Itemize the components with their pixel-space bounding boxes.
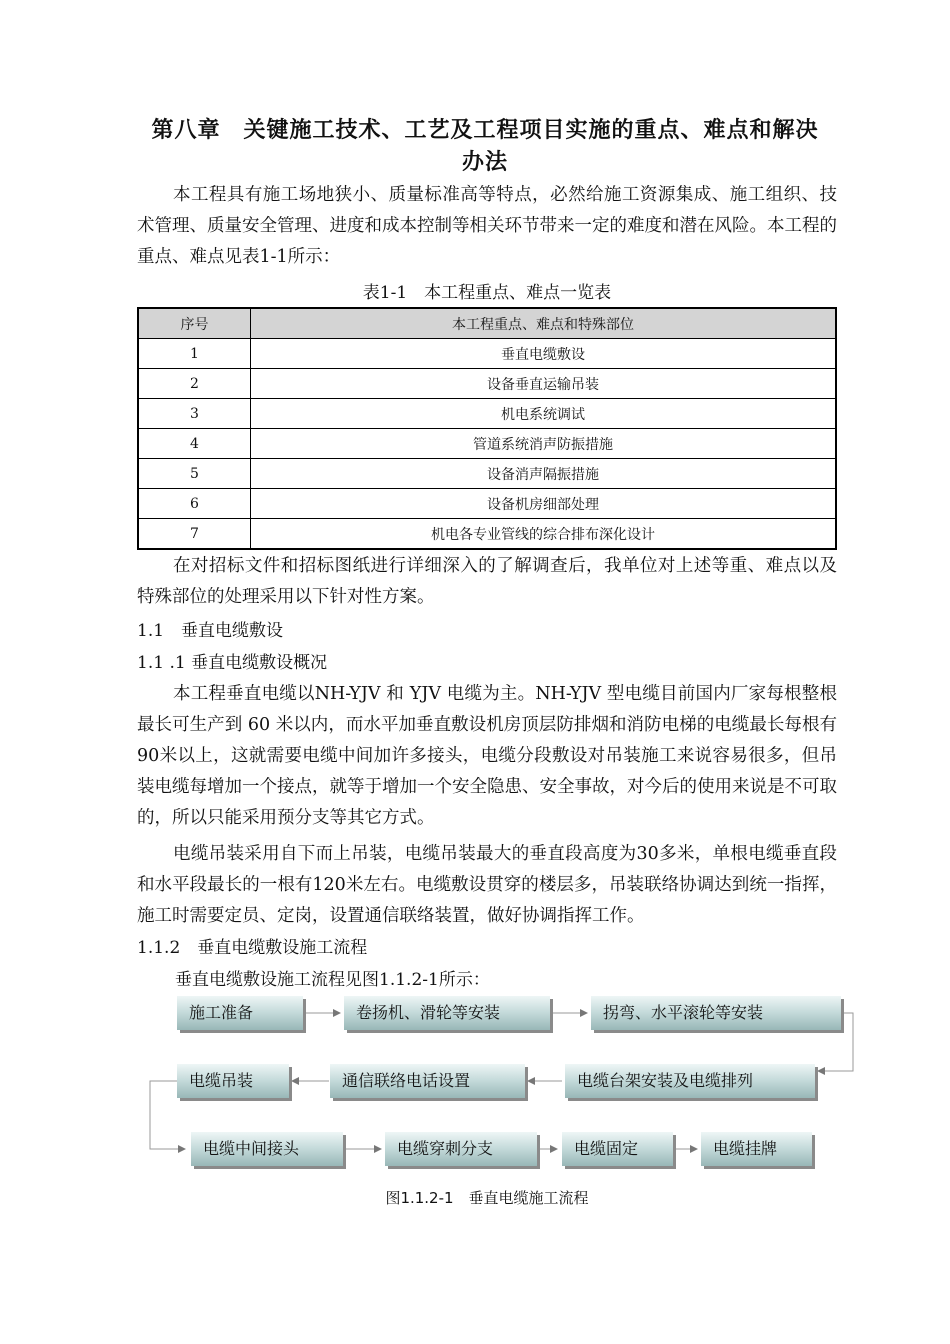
flow-intro-text: 垂直电缆敷设施工流程见图1.1.2-1所示： xyxy=(175,970,490,990)
cable-hoisting-paragraph: 电缆吊装采用自下而上吊装，电缆吊装最大的垂直段高度为30多米，单根电缆垂直段和水平段最长的一根有120米左右。电缆敷设贯穿的楼层多，吊装联络协调达到统一指挥，施工时需要定员、定岗，设置通信联络装置，做好协调指挥工作。 xyxy=(137,844,837,926)
row-number: 6 xyxy=(138,489,251,519)
row-item: 管道系统消声防振措施 xyxy=(251,429,837,459)
cable-overview-paragraph: 本工程垂直电缆以NH-YJV 和 YJV 电缆为主。NH-YJV 型电缆目前国内厂家每根整根最长可生产到 60 米以内，而水平加垂直敷设机房顶层防排烟和消防电梯的电缆最长每根有90米以上，这就需要电缆中间加许多接头，电缆分段敷设对吊装施工来说容易很多，但吊装电缆每增加一个接点，就等于增加一个安全隐患、安全事故，对今后的使用来说是不可取的，所以只能采用预分支等其它方式。 xyxy=(137,684,837,828)
row-number: 2 xyxy=(138,369,251,399)
section-heading-1-1-2: 1.1.2 垂直电缆敷设施工流程 xyxy=(137,938,368,958)
flow-step-joint: 电缆中间接头 xyxy=(191,1132,343,1166)
chapter-title-line2: 办法 xyxy=(461,150,508,175)
header-key-points: 本工程重点、难点和特殊部位 xyxy=(251,308,837,339)
flow-step-fixing: 电缆固定 xyxy=(562,1132,673,1166)
flow-step-roller-install: 拐弯、水平滚轮等安装 xyxy=(591,996,841,1030)
header-number: 序号 xyxy=(138,308,251,339)
row-item: 垂直电缆敷设 xyxy=(251,339,837,369)
figure-caption: 图1.1.2-1 垂直电缆施工流程 xyxy=(385,1189,589,1207)
flow-step-telephone-setup: 通信联络电话设置 xyxy=(330,1064,525,1098)
after-table-paragraph: 在对招标文件和招标图纸进行详细深入的了解调查后，我单位对上述等重、难点以及特殊部位的处理采用以下针对性方案。 xyxy=(137,556,837,607)
row-item: 设备消声隔振措施 xyxy=(251,459,837,489)
flow-step-cable-rack: 电缆台架安装及电缆排列 xyxy=(565,1064,815,1098)
table-caption: 表1-1 本工程重点、难点一览表 xyxy=(362,283,612,303)
row-number: 3 xyxy=(138,399,251,429)
row-number: 4 xyxy=(138,429,251,459)
row-item: 机电各专业管线的综合排布深化设计 xyxy=(251,519,837,550)
row-item: 机电系统调试 xyxy=(251,399,837,429)
flow-step-tagging: 电缆挂牌 xyxy=(701,1132,812,1166)
row-number: 1 xyxy=(138,339,251,369)
row-number: 7 xyxy=(138,519,251,550)
chapter-title-line1: 第八章 关键施工技术、工艺及工程项目实施的重点、难点和解决 xyxy=(151,118,819,143)
flow-step-preparation: 施工准备 xyxy=(177,996,303,1030)
section-heading-1-1: 1.1 垂直电缆敷设 xyxy=(137,621,284,641)
section-heading-1-1-1: 1.1 .1 垂直电缆敷设概况 xyxy=(137,653,328,673)
intro-paragraph: 本工程具有施工场地狭小、质量标准高等特点，必然给施工资源集成、施工组织、技术管理、质量安全管理、进度和成本控制等相关环节带来一定的难度和潜在风险。本工程的重点、难点见表1-1所示： xyxy=(137,185,837,267)
row-item: 设备机房细部处理 xyxy=(251,489,837,519)
row-item: 设备垂直运输吊装 xyxy=(251,369,837,399)
flow-step-winch-install: 卷扬机、滑轮等安装 xyxy=(344,996,550,1030)
flow-step-cable-hoisting: 电缆吊装 xyxy=(177,1064,289,1098)
flow-step-piercing-branch: 电缆穿刺分支 xyxy=(385,1132,537,1166)
row-number: 5 xyxy=(138,459,251,489)
